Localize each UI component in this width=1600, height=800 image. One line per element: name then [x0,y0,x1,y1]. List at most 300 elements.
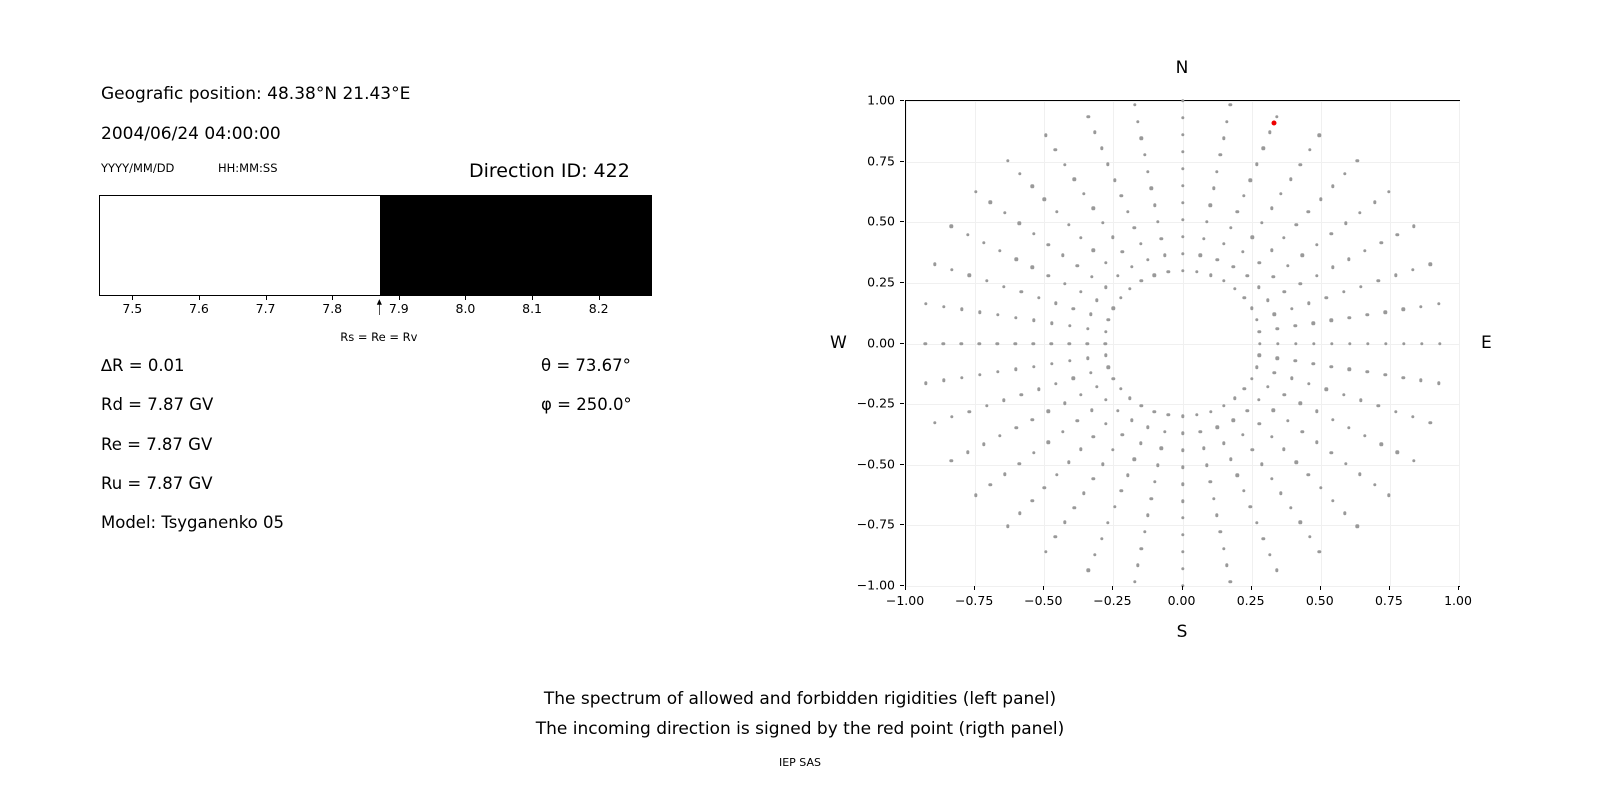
direction-point [1003,211,1006,214]
direction-point [1412,225,1415,228]
direction-point [1384,342,1387,345]
direction-point [1219,153,1222,156]
direction-point [1250,377,1253,380]
direction-point [1163,254,1166,257]
x-axis-tick [1182,586,1183,590]
direction-point [1181,116,1184,119]
direction-point [1290,377,1293,380]
direction-point [1089,371,1092,374]
x-axis-ticklabel: 1.00 [1444,593,1472,608]
direction-point [1120,194,1123,197]
direction-point [1086,342,1089,345]
rigidity-spectrum-bar [99,195,652,296]
direction-point [1209,203,1212,206]
x-axis-ticklabel: 0.50 [1305,593,1334,608]
direction-map-panel [800,0,1600,680]
direction-point [1043,486,1046,489]
incoming-direction-point [1271,120,1276,125]
datetime-label: 2004/06/24 04:00:00 [101,124,281,144]
direction-point [1181,201,1184,204]
y-axis-ticklabel: 0.50 [867,213,895,229]
direction-point [1344,222,1347,225]
rigidity-axis-tick [266,296,267,300]
rigidity-axis-ticklabel: 7.8 [322,301,343,316]
direction-point [1002,285,1005,288]
direction-point [1212,497,1215,500]
direction-point [1209,480,1212,483]
direction-point [1113,505,1116,508]
direction-point [1126,473,1129,476]
direction-point [1018,512,1021,515]
direction-point [1273,313,1276,316]
direction-point [1128,287,1131,290]
direction-point [1401,308,1404,311]
direction-point [1255,163,1258,166]
compass-west-label: W [830,333,847,353]
rigidity-spectrum-panel [0,0,760,660]
direction-point [1411,268,1414,271]
direction-id-label: Direction ID: 422 [469,160,630,182]
direction-point [1139,442,1142,445]
direction-point [1437,381,1440,384]
direction-point [1181,252,1184,255]
direction-point [1329,451,1332,454]
direction-point [1181,448,1184,451]
direction-point [1205,463,1208,466]
direction-point [1245,409,1248,412]
y-axis-tick [900,343,904,344]
rd-value: Rd = 7.87 GV [101,395,214,414]
forbidden-rigidity-band [380,196,652,295]
rigidity-axis-tick [332,296,333,300]
direction-point [1031,266,1034,269]
direction-point [1104,286,1107,289]
direction-point [1358,472,1361,475]
direction-point [1294,342,1297,345]
x-axis-tick [1112,586,1113,590]
direction-point [1072,307,1075,310]
direction-point [1053,148,1056,151]
direction-point [1181,184,1184,187]
direction-point [1366,313,1369,316]
direction-point [1104,330,1107,333]
direction-point [1275,115,1278,118]
direction-point [1380,241,1383,244]
direction-point [1181,567,1184,570]
direction-point [1043,197,1046,200]
direction-point [1282,236,1285,239]
direction-point [950,415,953,418]
direction-point [1181,415,1184,418]
direction-point [1255,366,1258,369]
direction-point [1359,285,1362,288]
direction-point [950,459,953,462]
direction-point [1181,235,1184,238]
direction-point [1396,233,1399,236]
direction-point [1181,133,1184,136]
direction-point [1266,385,1269,388]
ru-value: Ru = 7.87 GV [101,474,213,493]
direction-point [1209,274,1212,277]
direction-point [1156,463,1159,466]
direction-point [1209,410,1212,413]
direction-point [1279,492,1282,495]
y-axis-tick [900,282,904,283]
direction-point [1055,210,1058,213]
y-axis-tick [900,403,904,404]
direction-point [1067,223,1070,226]
direction-point [998,249,1001,252]
direction-point [1014,316,1017,319]
direction-point [1282,393,1285,396]
x-axis-ticklabel: −0.25 [1093,593,1132,608]
direction-point [1153,203,1156,206]
direction-point [1419,379,1422,382]
direction-point [924,302,927,305]
direction-point [1054,301,1057,304]
direction-point [933,421,936,424]
direction-point [982,442,985,445]
allowed-rigidity-band [100,196,380,295]
gridline-horizontal [906,162,1459,163]
rigidity-axis-ticklabel: 7.7 [255,301,276,316]
direction-point [1215,514,1218,517]
direction-point [1279,192,1282,195]
direction-point [1366,370,1369,373]
direction-point [1014,426,1017,429]
re-value: Re = 7.87 GV [101,435,213,454]
direction-point [933,263,936,266]
direction-point [942,305,945,308]
direction-point [1272,409,1275,412]
direction-point [1202,237,1205,240]
direction-point [1119,387,1122,390]
direction-point [1307,301,1310,304]
direction-point [1030,185,1033,188]
direction-point [1068,342,1071,345]
direction-point [1181,550,1184,553]
direction-point [1087,569,1090,572]
direction-point [1079,393,1082,396]
direction-point [1312,362,1315,365]
x-axis-ticklabel: −1.00 [885,593,925,608]
direction-point [1143,153,1146,156]
direction-point [1061,254,1064,257]
direction-point [1241,250,1244,253]
rigidity-axis-ticklabel: 8.2 [588,301,609,316]
direction-point [1319,197,1322,200]
direction-point [1276,327,1279,330]
direction-point [1229,458,1232,461]
direction-point [1153,274,1156,277]
delta-r-value: ∆R = 0.01 [101,356,185,375]
direction-point [1181,269,1184,272]
direction-point [1250,307,1253,310]
direction-point [1199,254,1202,257]
direction-point [1294,461,1297,464]
direction-point [1419,305,1422,308]
direction-point [1018,222,1021,225]
direction-point [1307,210,1310,213]
direction-point [1140,404,1143,407]
direction-point [1104,261,1107,264]
direction-point [1231,419,1234,422]
direction-point [1216,258,1219,261]
rigidity-axis-tick [532,296,533,300]
direction-point [1251,236,1254,239]
direction-point [1342,393,1345,396]
x-axis-tick [905,586,906,590]
direction-point [960,342,963,345]
rigidity-axis-tick [199,296,200,300]
direction-scatter-plot [905,100,1460,587]
direction-point [1356,525,1359,528]
rigidity-axis-ticklabel: 7.9 [388,301,409,316]
direction-point [1146,426,1149,429]
direction-point [1216,426,1219,429]
direction-point [1128,397,1131,400]
direction-point [1082,192,1085,195]
direction-point [1270,435,1273,438]
direction-point [1106,318,1109,321]
direction-point [1050,342,1053,345]
direction-point [1270,249,1273,252]
direction-point [1325,296,1328,299]
direction-point [996,313,999,316]
direction-point [1079,236,1082,239]
direction-point [1299,282,1302,285]
caption-line-1: The spectrum of allowed and forbidden rigidities (left panel) [543,689,1057,709]
direction-point [1031,418,1034,421]
direction-point [1092,435,1095,438]
direction-point [1299,163,1302,166]
y-axis-ticklabel: −1.00 [856,577,895,593]
y-axis-tick [900,464,904,465]
rs-marker-label: Rs = Re = Rv [340,330,418,344]
direction-point [1363,249,1366,252]
direction-point [1429,263,1432,266]
direction-point [1020,393,1023,396]
direction-point [1268,131,1271,134]
direction-point [1079,448,1082,451]
x-axis-tick [1043,586,1044,590]
x-axis-ticklabel: 0.75 [1374,593,1403,608]
direction-point [982,241,985,244]
direction-point [1181,533,1184,536]
direction-point [1014,258,1017,261]
compass-north-label: N [1175,58,1189,78]
direction-point [1014,342,1017,345]
direction-point [1106,521,1109,524]
direction-point [1260,221,1263,224]
direction-point [1258,354,1261,357]
direction-point [1225,120,1228,123]
direction-point [996,370,999,373]
direction-point [1308,535,1311,538]
direction-point [1331,499,1334,502]
direction-point [1195,413,1198,416]
rigidity-axis-ticklabel: 7.6 [188,301,209,316]
direction-point [1093,131,1096,134]
direction-point [974,494,977,497]
direction-point [1160,237,1163,240]
rigidity-axis-ticklabel: 8.1 [522,301,543,316]
compass-east-label: E [1481,333,1492,353]
direction-point [1006,525,1009,528]
y-axis-ticklabel: −0.50 [856,456,895,472]
direction-point [1420,342,1423,345]
direction-point [1257,398,1260,401]
direction-point [924,381,927,384]
direction-point [1073,177,1076,180]
direction-point [1347,426,1350,429]
direction-point [1068,359,1071,362]
gridline-vertical [1459,101,1460,586]
direction-point [1366,342,1369,345]
direction-point [1086,327,1089,330]
direction-point [1073,506,1076,509]
y-axis-ticklabel: 0.00 [867,335,895,350]
rigidity-axis-tick [399,296,400,300]
direction-point [950,268,953,271]
direction-point [1394,410,1397,413]
direction-point [1140,547,1143,550]
direction-point [1032,319,1035,322]
direction-point [1050,322,1053,325]
direction-point [1242,489,1245,492]
direction-point [1266,299,1269,302]
direction-point [1212,187,1215,190]
direction-point [1307,473,1310,476]
direction-point [1282,448,1285,451]
direction-point [1286,419,1289,422]
direction-point [1331,418,1334,421]
direction-point [1150,187,1153,190]
rigidity-axis-tick [465,296,466,300]
x-axis-tick [1251,586,1252,590]
direction-point [1219,530,1222,533]
direction-point [1130,265,1133,268]
direction-point [1181,499,1184,502]
direction-point [1037,388,1040,391]
direction-point [989,200,992,203]
direction-point [1359,399,1362,402]
direction-point [985,404,988,407]
direction-point [1044,550,1047,553]
y-axis-ticklabel: −0.75 [856,516,895,532]
direction-point [1222,442,1225,445]
direction-point [1348,316,1351,319]
direction-point [1044,134,1047,137]
direction-point [1222,404,1225,407]
direction-point [978,310,981,313]
direction-point [1270,207,1273,210]
direction-point [1342,290,1345,293]
direction-point [1315,274,1318,277]
direction-point [1299,521,1302,524]
direction-point [1363,434,1366,437]
direction-point [1120,489,1123,492]
direction-point [1315,441,1318,444]
y-axis-ticklabel: 0.75 [867,153,895,169]
direction-point [1373,200,1376,203]
direction-point [1181,150,1184,153]
direction-point [1290,307,1293,310]
direction-point [996,342,999,345]
direction-point [942,379,945,382]
direction-point [1101,221,1104,224]
direction-point [1330,365,1333,368]
direction-point [1412,459,1415,462]
direction-point [1241,433,1244,436]
direction-point [1242,194,1245,197]
y-axis-ticklabel: 0.25 [867,274,895,290]
rigidity-axis [99,296,652,316]
direction-point [1166,270,1169,273]
direction-point [1032,451,1035,454]
direction-point [1255,521,1258,524]
direction-point [1003,472,1006,475]
direction-point [1195,270,1198,273]
direction-point [1258,261,1261,264]
direction-point [1113,178,1116,181]
direction-point [1068,324,1071,327]
direction-point [1002,399,1005,402]
direction-point [924,342,927,345]
direction-point [1282,290,1285,293]
direction-point [1401,376,1404,379]
direction-point [1140,137,1143,140]
direction-point [1273,371,1276,374]
direction-point [942,342,945,345]
direction-point [1268,553,1271,556]
x-axis-tick [974,586,975,590]
direction-point [1429,421,1432,424]
direction-point [1133,580,1136,583]
direction-point [1289,177,1292,180]
direction-point [1104,342,1107,345]
rigidity-axis-tick [599,296,600,300]
direction-point [1330,319,1333,322]
direction-point [1258,330,1261,333]
direction-point [1100,147,1103,150]
direction-point [1373,483,1376,486]
direction-point [1018,172,1021,175]
direction-point [950,225,953,228]
direction-point [1095,299,1098,302]
direction-point [1063,163,1066,166]
direction-point [1133,458,1136,461]
y-axis-tick [900,524,904,525]
direction-point [1130,419,1133,422]
direction-point [1063,282,1066,285]
y-axis-ticklabel: −0.25 [856,395,895,411]
direction-point [1294,223,1297,226]
caption-line-2: The incoming direction is signed by the red point (rigth panel) [535,719,1065,739]
direction-point [1055,473,1058,476]
direction-point [1054,382,1057,385]
direction-point [1229,580,1232,583]
direction-point [1199,430,1202,433]
direction-point [1126,210,1129,213]
y-axis-tick [900,100,904,101]
direction-point [1121,250,1124,253]
direction-point [1329,232,1332,235]
theta-value: θ = 73.67° [541,356,631,375]
direction-point [1090,409,1093,412]
x-axis-ticklabel: 0.25 [1236,593,1265,608]
direction-point [1222,547,1225,550]
